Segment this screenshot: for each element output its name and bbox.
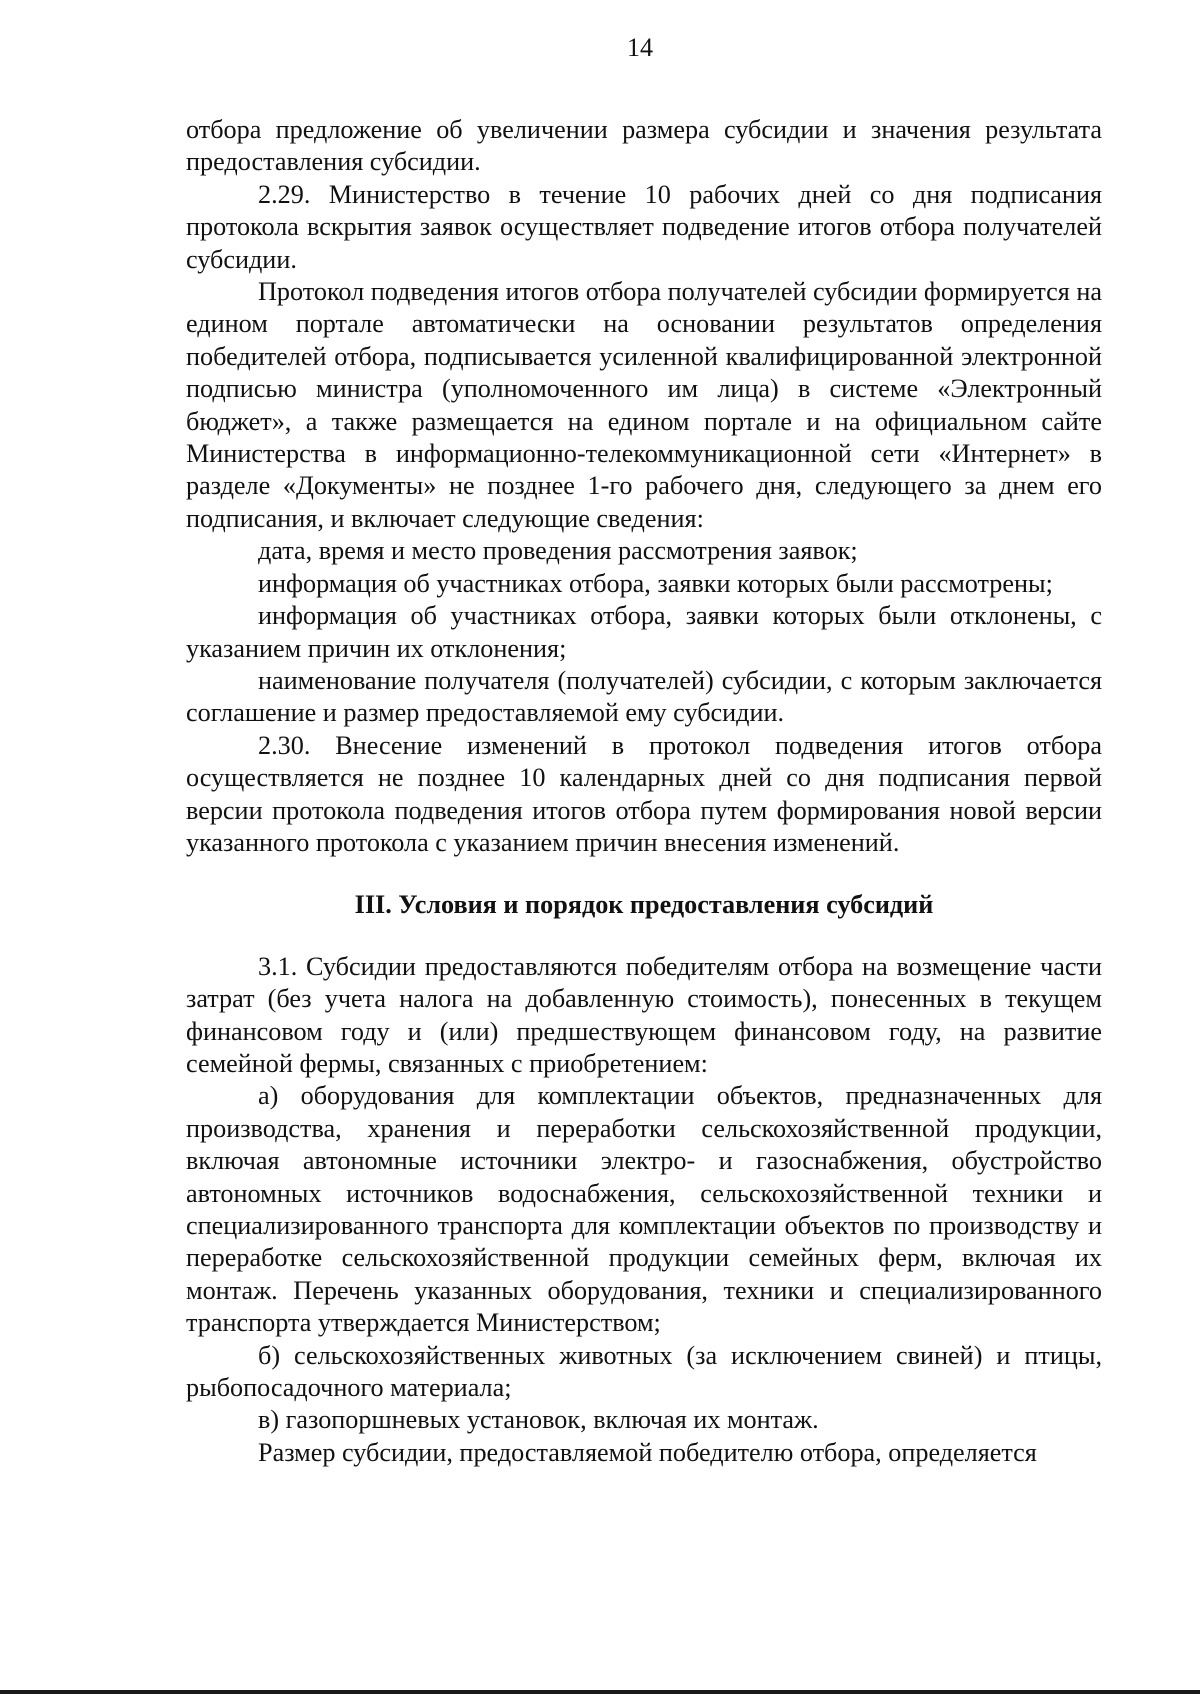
paragraph: 2.29. Министерство в течение 10 рабочих дней со дня подписания протокола вскрытия заявок осуществляет подведение итогов отбора получателей субсидии. xyxy=(186,179,1102,274)
paragraph: 2.30. Внесение изменений в протокол подведения итогов отбора осуществляется не позднее 10 календарных дней со дня подписания первой версии протокола подведения итогов отбора путем формирования новой версии указанного протокола с указанием причин внесения изменений. xyxy=(186,730,1102,857)
paragraph: Протокол подведения итогов отбора получателей субсидии формируется на едином портале автоматически на основании результатов определения победителей отбора, подписывается усиленной квалифицированной электронной подписью министра (уполномоченного им лица) в системе «Электронный бюджет», а также размещается на едином портале и на официальном сайте Министерства в информационно-телекоммуникационной сети «Интернет» в разделе «Документы» не позднее 1-го рабочего дня, следующего за днем его подписания, и включает следующие сведения: xyxy=(186,277,1102,533)
list-item: информация об участниках отбора, заявки которых были отклонены, с указанием причин их отклонения; xyxy=(186,601,1102,663)
paragraph: Размер субсидии, предоставляемой победителю отбора, определяется xyxy=(258,1437,1037,1467)
list-item: дата, время и место проведения рассмотрения заявок; xyxy=(258,536,858,566)
list-item: б) сельскохозяйственных животных (за исключением свиней) и птицы, рыбопосадочного материала; xyxy=(186,1340,1102,1403)
paragraph: 3.1. Субсидии предоставляются победителям отбора на возмещение части затрат (без учета налога на добавленную стоимость), понесенных в текущем финансовом году и (или) предшествующем финансовом году, на развитие семейной фермы, связанных с приобретением: xyxy=(186,951,1102,1078)
list-item: в) газопоршневых установок, включая их монтаж. xyxy=(258,1405,819,1435)
page-number: 14 xyxy=(627,33,653,62)
paragraph: отбора предложение об увеличении размера субсидии и значения результата предоставления субсидии. xyxy=(186,115,1102,177)
list-item: а) оборудования для комплектации объектов, предназначенных для производства, хранения и переработки сельскохозяйственной продукции, включая автономные источники электро- и газоснабжения, обустройство автономных источников водоснабжения, сельскохозяйственной техники и специализированного транспорта для комплектации объектов по производству и переработке сельскохозяйственной продукции семейных ферм, включая их монтаж. Перечень указанных оборудования, техники и специализированного транспорта утверждается Министерством; xyxy=(186,1081,1102,1338)
document-body xyxy=(186,114,1102,1469)
section-heading: III. Условия и порядок предоставления субсидий xyxy=(354,890,934,920)
list-item: информация об участниках отбора, заявки которых были рассмотрены; xyxy=(258,568,1053,598)
scan-edge-line xyxy=(0,1690,1200,1694)
list-item: наименование получателя (получателей) субсидии, с которым заключается соглашение и размер предоставляемой ему субсидии. xyxy=(186,665,1102,728)
